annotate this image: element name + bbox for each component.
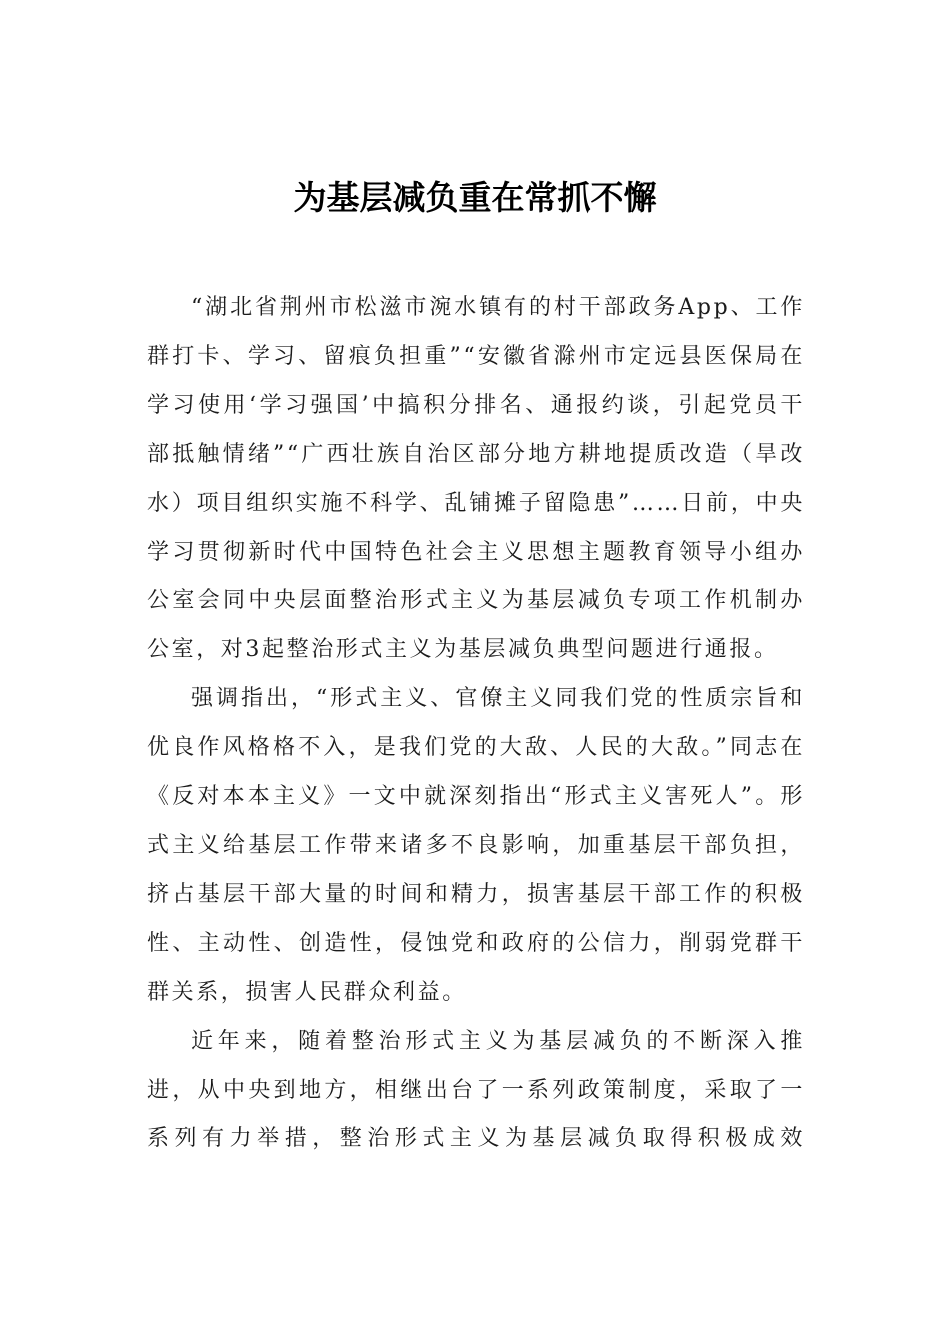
document-title: 为基层减负重在常抓不懈 — [293, 178, 657, 217]
document-body — [147, 284, 805, 1164]
paragraph-1: “湖北省荆州市松滋市涴水镇有的村干部政务App、工作群打卡、学习、留痕负担重”“安徽省滁州市定远县医保局在学习使用‘学习强国’中搞积分排名、通报约谈，引起党员干部抵触情绪”“广西壮族自治区部分地方耕地提质改造（旱改水）项目组织实施不科学、乱铺摊子留隐患”……日前，中央学习贯彻新时代中国特色社会主义思想主题教育领导小组办公室会同中央层面整治形式主义为基层减负专项工作机制办公室，对3起整治形式主义为基层减负典型问题进行通报。 — [147, 295, 805, 663]
paragraph-3: 近年来，随着整治形式主义为基层减负的不断深入推进，从中央到地方，相继出台了一系列政策制度，采取了一系列有力举措，整治形式主义为基层减负取得积极成效 — [147, 1028, 805, 1152]
paragraph-2: 强调指出，“形式主义、官僚主义同我们党的性质宗旨和优良作风格格不入，是我们党的大敌、人民的大敌。”同志在《反对本本主义》一文中就深刻指出“形式主义害死人”。形式主义给基层工作带来诸多不良影响，加重基层干部负担，挤占基层干部大量的时间和精力，损害基层干部工作的积极性、主动性、创造性，侵蚀党和政府的公信力，削弱党群干群关系，损害人民群众利益。 — [147, 686, 805, 1005]
